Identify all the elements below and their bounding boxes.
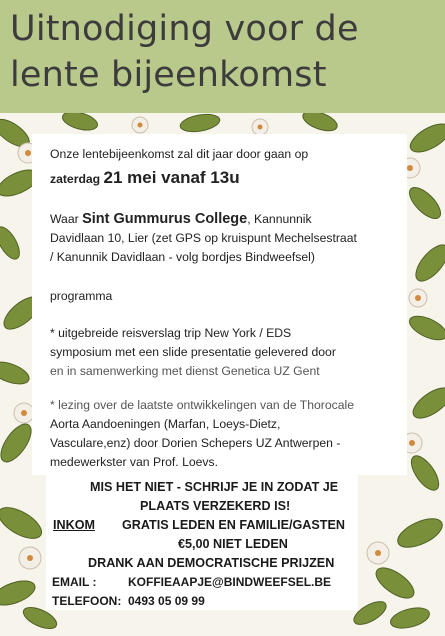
event-day: zaterdag: [50, 172, 101, 186]
location-line-1: [50, 210, 312, 229]
program-item-2-line-1: * lezing over de laatste ontwikkelingen van de Thorocale: [50, 398, 354, 412]
program-item-2-line-2: Aorta Aandoeningen (Marfan, Loeys-Dietz,: [50, 417, 281, 431]
program-item-1-line-1: * uitgebreide reisverslag trip New York / EDS: [50, 326, 292, 340]
invitation-title: [10, 6, 442, 98]
drinks-line: DRANK AAN DEMOCRATISCHE PRIJZEN: [88, 556, 335, 570]
program-item-1-line-2: symposium met een slide presentatie gelevered door: [50, 345, 336, 359]
title-line-2: lente bijeenkomst: [10, 55, 327, 95]
location-name: Sint Gummurus College: [82, 211, 248, 227]
event-date: 21 mei vanaf 13u: [103, 168, 240, 187]
intro-text: Onze lentebijeenkomst zal dit jaar door gaan op: [50, 147, 309, 161]
event-date-line: [50, 168, 240, 189]
location-address-1: , Kannunnik: [247, 212, 312, 226]
email-label: EMAIL :: [52, 575, 97, 589]
inkom-line-1: GRATIS LEDEN EN FAMILIE/GASTEN: [122, 518, 345, 532]
location-address-3: / Kanunnik Davidlaan - volg bordjes Bindweefsel): [50, 250, 315, 264]
title-banner: [0, 0, 445, 113]
program-heading: programma: [50, 289, 113, 303]
title-line-1: Uitnodiging voor de: [10, 9, 359, 49]
program-item-2-line-3: Vasculare,enz) door Dorien Schepers UZ Antwerpen -: [50, 436, 341, 450]
location-address-2: Davidlaan 10, Lier (zet GPS op kruispunt Mechelsestraat: [50, 231, 357, 245]
email-address[interactable]: KOFFIEAAPJE@BINDWEEFSEL.BE: [128, 575, 332, 589]
phone-number[interactable]: 0493 05 09 99: [128, 594, 205, 608]
inkom-line-2: €5,00 NIET LEDEN: [178, 537, 288, 551]
program-item-2-line-4: medewerkster van Prof. Loevs.: [50, 455, 218, 469]
notice-line-2: PLAATS VERZEKERD IS!: [140, 499, 291, 513]
program-item-1-line-3: en in samenwerking met dienst Genetica UZ Gent: [50, 364, 320, 378]
location-label: Waar: [50, 212, 79, 226]
phone-label: TELEFOON:: [52, 594, 122, 608]
inkom-label: INKOM: [53, 518, 95, 532]
notice-line-1: MIS HET NIET - SCHRIJF JE IN ZODAT JE: [90, 480, 339, 494]
